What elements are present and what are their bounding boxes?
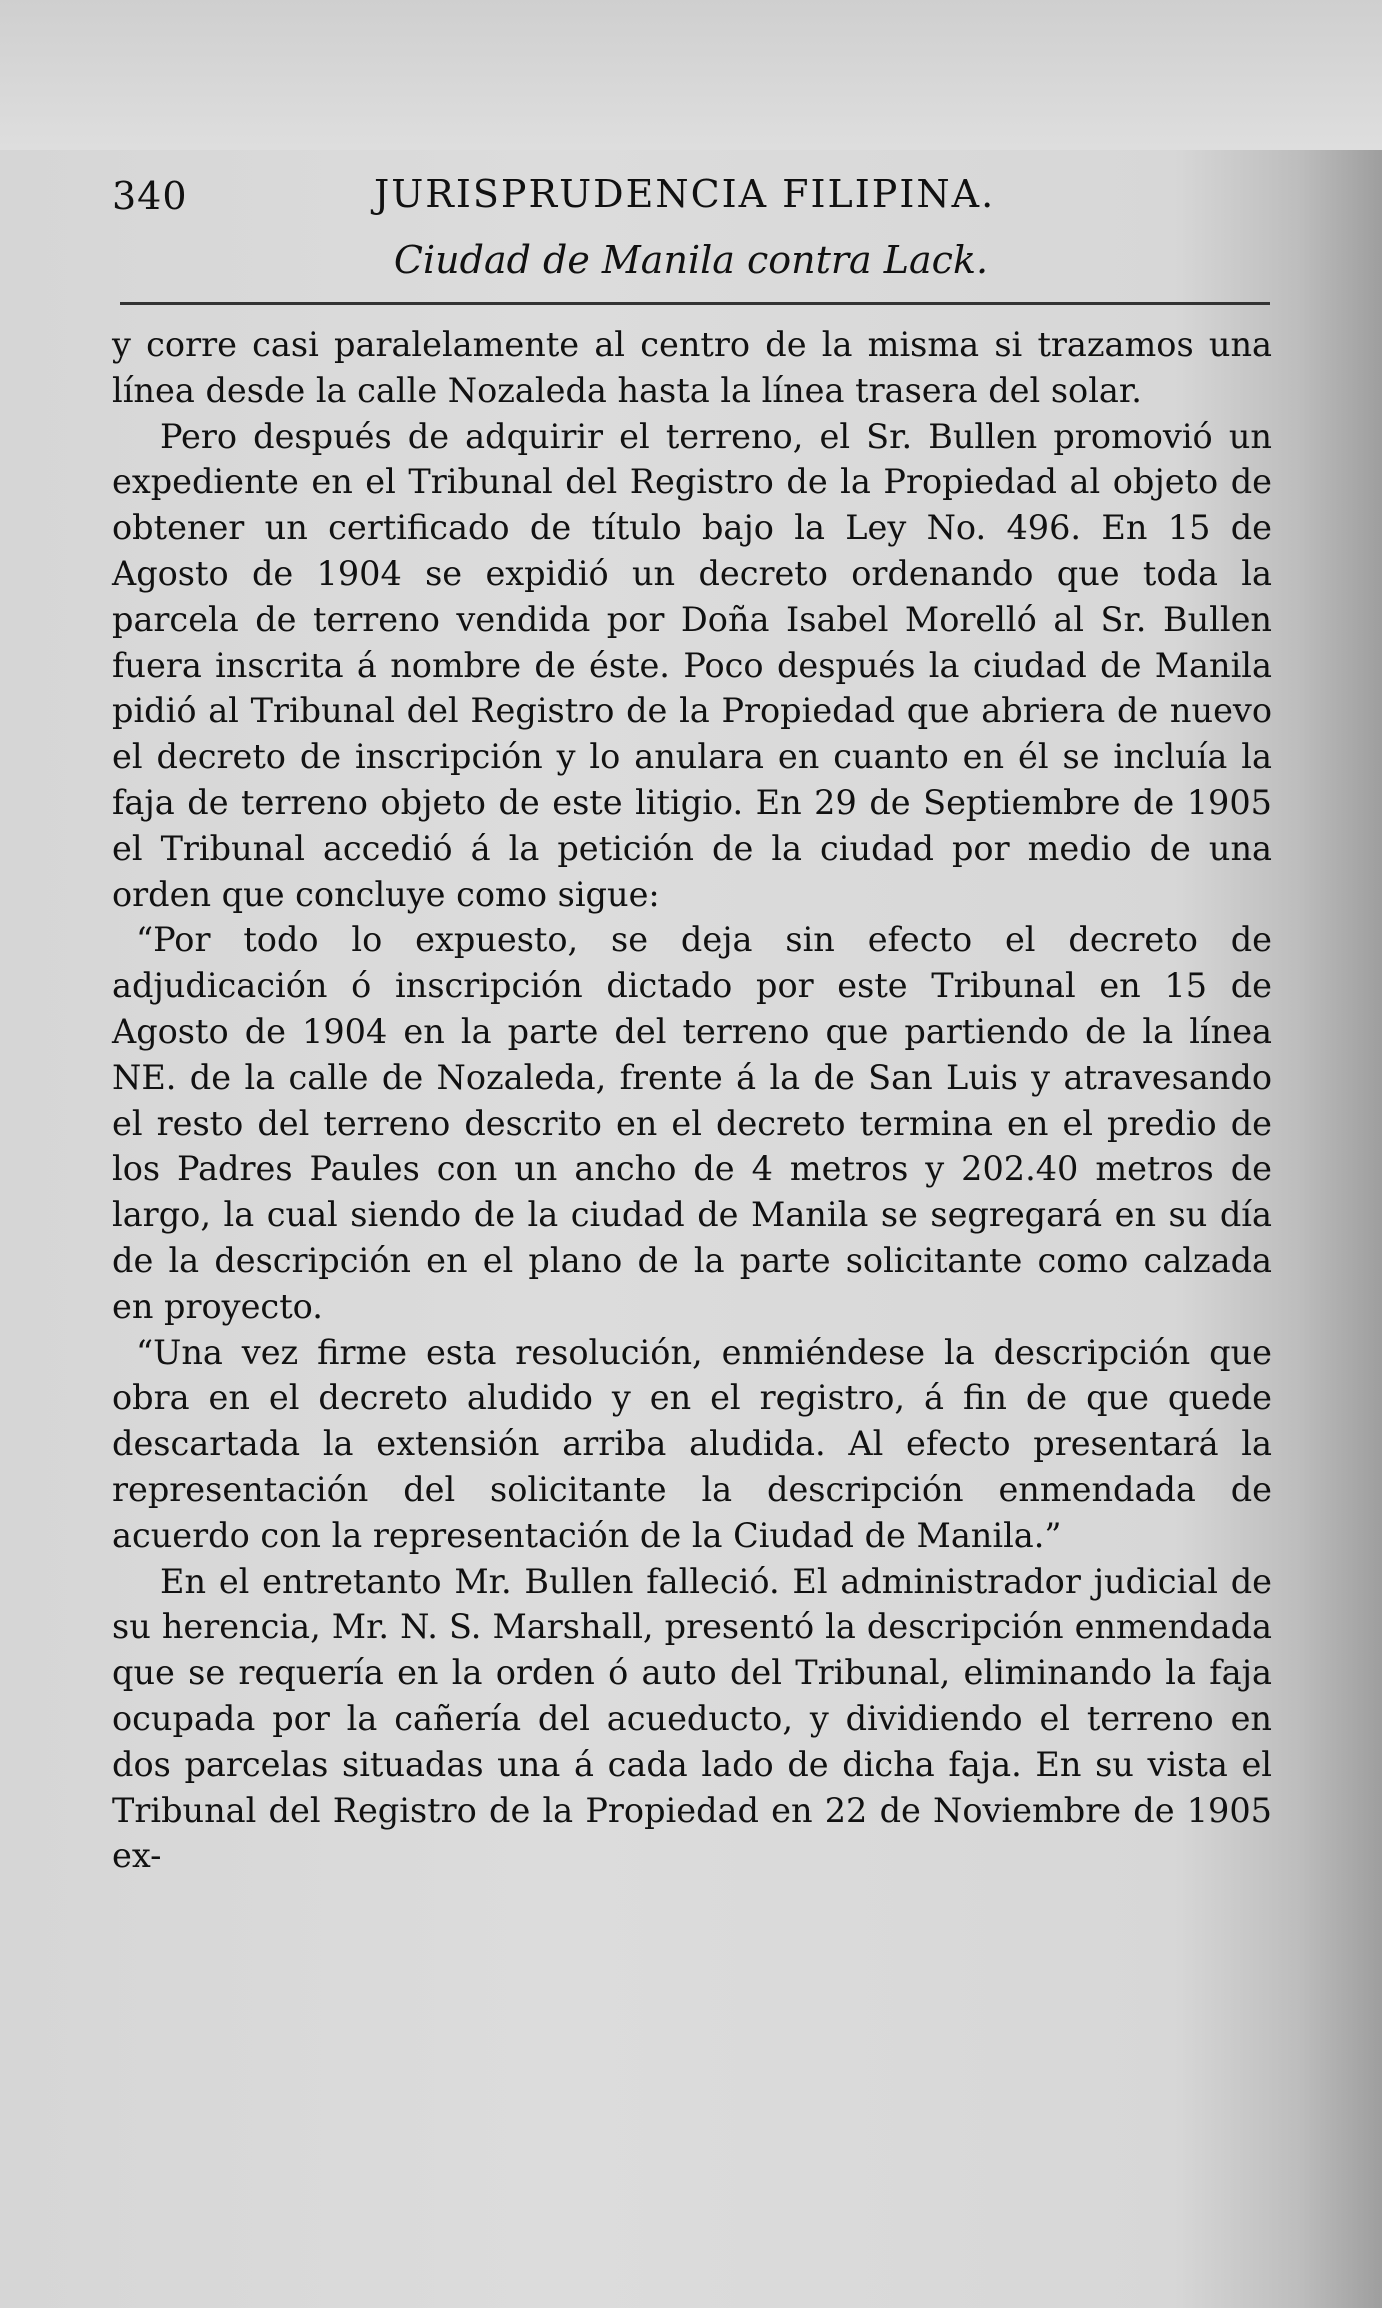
document-page — [0, 150, 1382, 2308]
paragraph-administrator: En el entretanto Mr. Bullen falleció. El administrador judicial de su herencia, Mr. N. S. Marshall, presentó la descripción enmendada que se requería en la orden ó auto del Tribunal, eliminando la faja ocupada por la cañería del acueducto, y dividiendo el terreno en dos parcelas situadas una á cada lado de dicha faja. En su vista el Tribunal del Registro de la Propiedad en 22 de Noviembre de 1905 ex- — [112, 1561, 1272, 1876]
running-head — [112, 164, 1272, 224]
case-title: Ciudad de Manila contra Lack. — [393, 238, 989, 282]
page-number: 340 — [112, 174, 188, 218]
paragraph-quoted-order: “Por todo lo expuesto, se deja sin efecto el decreto de adjudicación ó inscripción dictado por este Tribunal en 15 de Agosto de 1904 en la parte del terreno que partiendo de la línea NE. de la calle de Nozaleda, frente á la de San Luis y atravesando el resto del terreno descrito en el decreto termina en el predio de los Padres Paules con un ancho de 4 metros y 202.40 metros de largo, la cual siendo de la ciudad de Manila se segregará en su día de la descripción en el plano de la parte solicitante como calzada en proyecto. — [112, 920, 1272, 1326]
body-text — [112, 322, 1272, 1879]
header-rule — [120, 302, 1270, 305]
paragraph-continuation: y corre casi paralelamente al centro de la misma si trazamos una línea desde la calle Nozaleda hasta la línea trasera del solar. — [112, 325, 1272, 410]
journal-title: JURISPRUDENCIA FILIPINA. — [374, 172, 996, 216]
paragraph-quoted-amendment: “Una vez firme esta resolución, enmiéndese la descripción que obra en el decreto aludido y en el registro, á fin de que quede descartada la extensión arriba aludida. Al efecto presentará la representación del solicitante la descripción enmendada de acuerdo con la representación de la Ciudad de Manila.” — [112, 1332, 1272, 1555]
facing-page-edge — [0, 0, 1382, 150]
paragraph-registration: Pero después de adquirir el terreno, el Sr. Bullen promovió un expediente en el Tribunal del Registro de la Propiedad al objeto de obtener un certificado de título bajo la Ley No. 496. En 15 de Agosto de 1904 se expidió un decreto ordenando que toda la parcela de terreno vendida por Doña Isabel Morelló al Sr. Bullen fuera inscrita á nombre de éste. Poco después la ciudad de Manila pidió al Tribunal del Registro de la Propiedad que abriera de nuevo el decreto de inscripción y lo anulara en cuanto en él se incluía la faja de terreno objeto de este litigio. En 29 de Septiembre de 1905 el Tribunal accedió á la petición de la ciudad por medio de una orden que concluye como sigue: — [112, 416, 1272, 914]
